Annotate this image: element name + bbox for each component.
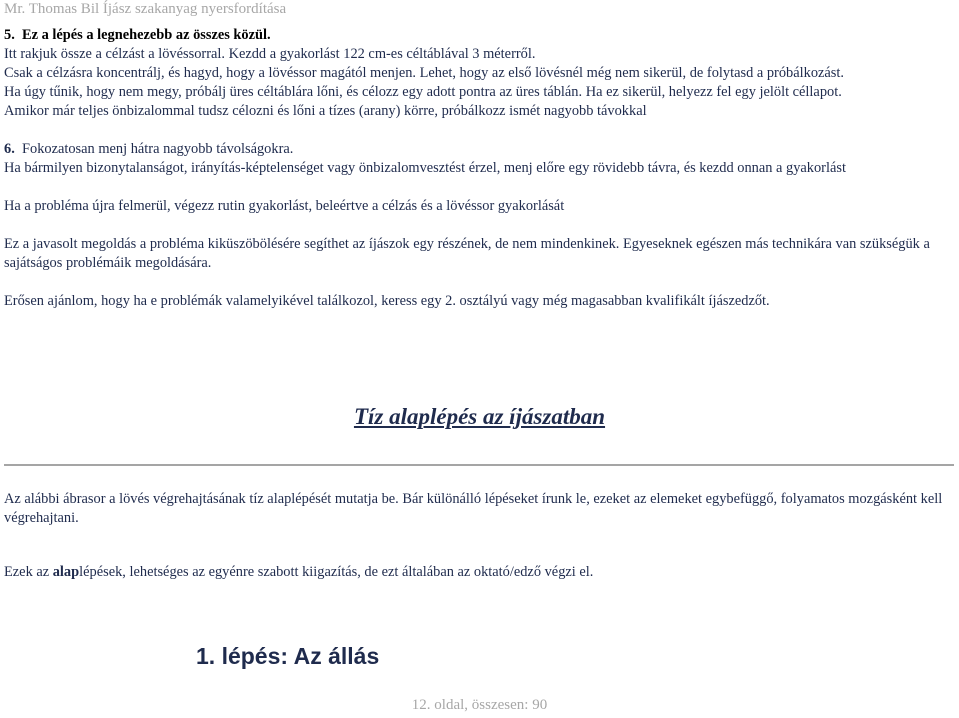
intro-paragraph-2-start: Ezek az [4,564,53,580]
step-6-paragraph-4: Erősen ajánlom, hogy ha e problémák valamelyikével találkozol, keress egy 2. osztályú vagy még magasabban kvalifikált íjászedzőt. [4,293,770,309]
intro-paragraph-2-end: lépések, lehetséges az egyénre szabott kiigazítás, de ezt általában az oktató/edző végzi el. [79,564,594,580]
section-title: Tíz alaplépés az íjászatban [353,404,606,429]
intro-paragraph-1: Az alábbi ábrasor a lövés végrehajtásának tíz alaplépését mutatja be. Bár különálló lépéseket írunk le, ezeket az elemeket egybefüggő, folyamatos mozgásként kell végrehajtani. [4,491,943,526]
page-footer: 12. oldal, összesen: 90 [411,697,548,713]
step-6-paragraph-3: Ez a javasolt megoldás a probléma kiküszöbölésére segíthet az íjászok egy részének, de nem mindenkinek. Egyeseknek egészen más technikára van szükségük a sajátságos problémáik megoldására. [4,236,930,271]
step-6-number: 6. [4,141,15,157]
step-6-paragraph-2: Ha a probléma újra felmerül, végezz rutin gyakorlást, beleértve a célzás és a lövéssor gyakorlását [4,198,565,214]
step-5-line-4: Amikor már teljes önbizalommal tudsz célozni és lőni a tízes (arany) körre, próbálkozz ismét nagyobb távokkal [4,103,647,119]
step-5-heading-text: Ez a lépés a legnehezebb az összes közül. [22,27,271,43]
step-5-number: 5. [4,27,15,43]
step-6-heading-text: Fokozatosan menj hátra nagyobb távolságokra. [22,141,294,157]
step-1-title: 1. lépés: Az állás [196,643,380,669]
step-5-line-2: Csak a célzásra koncentrálj, és hagyd, hogy a lövéssor magától menjen. Lehet, hogy az első lövésnél még nem sikerül, de folytasd a próbálkozást. [4,65,844,81]
horizontal-divider [4,464,954,466]
intro-paragraph-2-bold: alap [52,564,80,580]
step-6-heading [4,140,954,159]
step-5-heading [4,26,954,45]
step-5-line-1: Itt rakjuk össze a célzást a lövéssorral. Kezdd a gyakorlást 122 cm-es céltáblával 3 méterről. [4,46,536,62]
step-5-6-section [4,26,954,311]
intro-section [4,490,954,582]
step-6-paragraph-1: Ha bármilyen bizonytalanságot, irányítás-képtelenséget vagy önbizalomvesztést érzel, menj előre egy rövidebb távra, és kezdd onnan a gyakorlást [4,160,846,176]
running-header: Mr. Thomas Bil Íjász szakanyag nyersfordítása [4,1,287,17]
intro-paragraph-2 [4,563,954,582]
step-5-line-3: Ha úgy tűnik, hogy nem megy, próbálj üres céltáblára lőni, és célozz egy adott pontra az üres táblán. Ha ez sikerül, helyezz fel egy jelölt céllapot. [4,84,842,100]
